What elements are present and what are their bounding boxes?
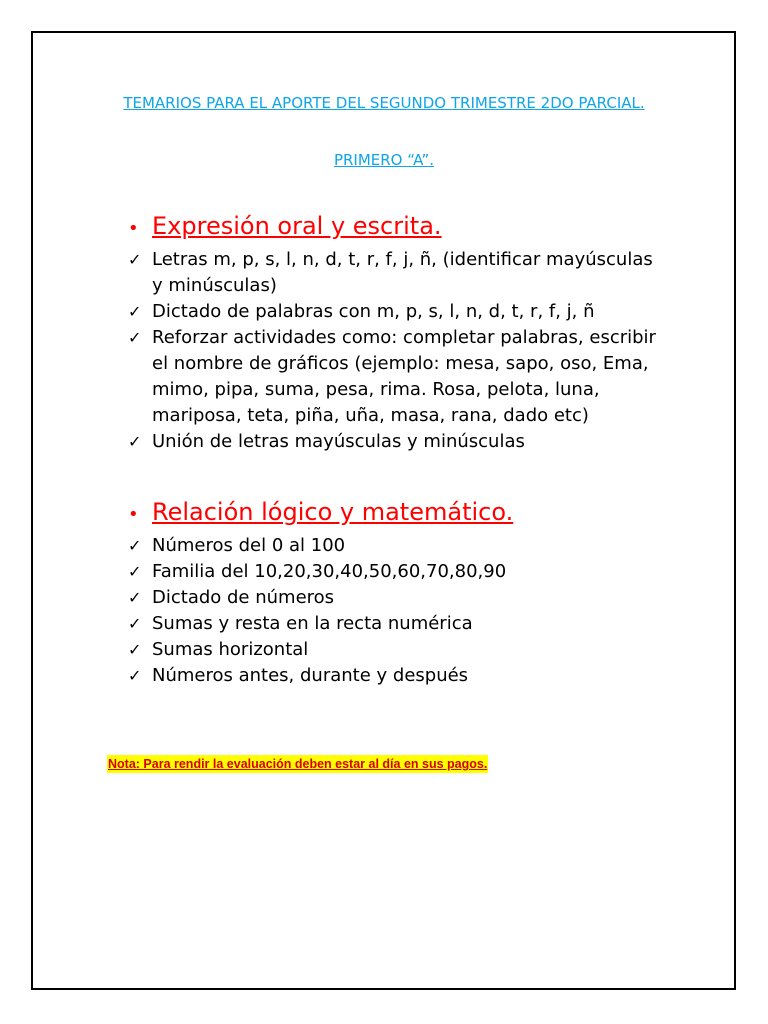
list-item xyxy=(128,325,668,429)
list-item-text: Familia del 10,20,30,40,50,60,70,80,90 xyxy=(152,561,507,582)
section-expresion-oral xyxy=(128,210,668,455)
list-item xyxy=(128,611,668,637)
check-icon: ✓ xyxy=(128,250,142,269)
list-item-text: Unión de letras mayúsculas y minúsculas xyxy=(152,431,525,452)
list-item xyxy=(128,247,668,299)
check-icon: ✓ xyxy=(128,614,142,633)
list-item xyxy=(128,533,668,559)
check-icon: ✓ xyxy=(128,328,142,347)
bullet-icon: • xyxy=(128,218,139,239)
list-item-text: Reforzar actividades como: completar palabras, escribir el nombre de gráficos (ejemplo: mesa, sapo, oso, Ema, mimo, pipa, suma, pesa, rima. Rosa, pelota, luna, mariposa, teta, piña, uña, masa, rana, dado etc) xyxy=(152,327,656,426)
list-item-text: Sumas y resta en la recta numérica xyxy=(152,613,473,634)
section-heading-text: Relación lógico y matemático. xyxy=(152,498,514,526)
list-item-text: Números del 0 al 100 xyxy=(152,535,346,556)
check-icon: ✓ xyxy=(128,640,142,659)
list-item xyxy=(128,429,668,455)
check-icon: ✓ xyxy=(128,588,142,607)
list-item-text: Letras m, p, s, l, n, d, t, r, f, j, ñ, (identificar mayúsculas y minúsculas) xyxy=(152,249,653,296)
check-icon: ✓ xyxy=(128,432,142,451)
list-item-text: Dictado de números xyxy=(152,587,335,608)
section-heading xyxy=(128,496,668,531)
check-icon: ✓ xyxy=(128,302,142,321)
section-relacion-logico xyxy=(128,496,668,689)
bullet-icon: • xyxy=(128,504,139,525)
check-icon: ✓ xyxy=(128,536,142,555)
section-heading-text: Expresión oral y escrita. xyxy=(152,212,442,240)
payment-note: Nota: Para rendir la evaluación deben estar al día en sus pagos. xyxy=(108,757,488,771)
list-item xyxy=(128,585,668,611)
check-icon: ✓ xyxy=(128,562,142,581)
list-item xyxy=(128,663,668,689)
document-subtitle: PRIMERO “A”. xyxy=(333,151,435,169)
item-list xyxy=(128,247,668,455)
item-list xyxy=(128,533,668,689)
document-title: TEMARIOS PARA EL APORTE DEL SEGUNDO TRIMESTRE 2DO PARCIAL. xyxy=(123,94,645,112)
list-item-text: Sumas horizontal xyxy=(152,639,309,660)
section-heading xyxy=(128,210,668,245)
list-item xyxy=(128,637,668,663)
list-item-text: Números antes, durante y después xyxy=(152,665,469,686)
list-item xyxy=(128,299,668,325)
check-icon: ✓ xyxy=(128,666,142,685)
list-item-text: Dictado de palabras con m, p, s, l, n, d, t, r, f, j, ñ xyxy=(152,301,595,322)
list-item xyxy=(128,559,668,585)
